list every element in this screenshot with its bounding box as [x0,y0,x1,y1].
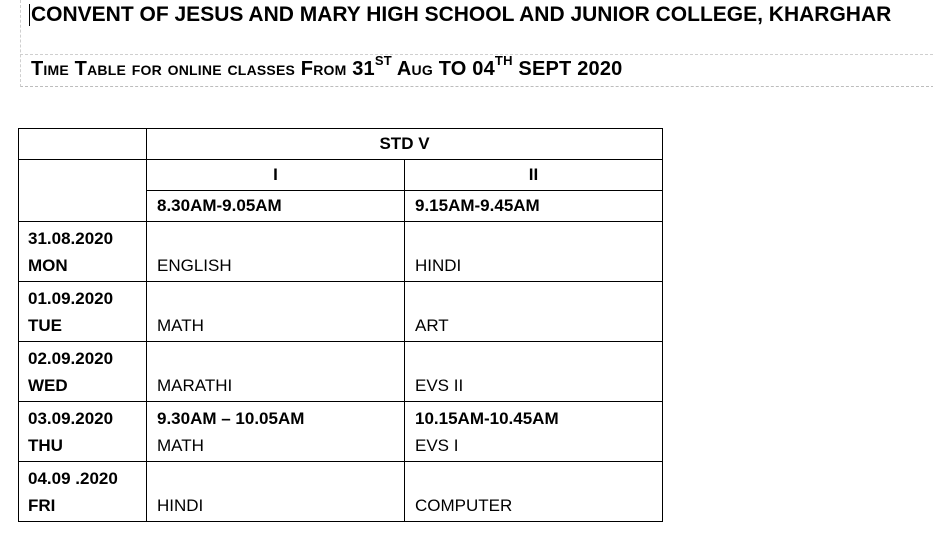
timetable-subtitle [31,53,623,82]
period-1-header: I [147,160,405,191]
period-2-time: 9.15AM-9.45AM [405,191,663,222]
period-1-subject: HINDI [147,462,405,522]
period-2-subject: HINDI [405,222,663,282]
date: 01.09.2020 [28,289,114,308]
table-row [19,282,663,342]
std-header: STD V [147,129,663,160]
weekday: THU [28,436,63,455]
date: 04.09 .2020 [28,469,118,488]
period-2-subject: EVS II [405,342,663,402]
period-1-subject: MATH [157,436,204,455]
date: 02.09.2020 [28,349,114,368]
weekday: FRI [28,496,56,515]
std-row [19,129,663,160]
table-row [19,222,663,282]
subtitle-part-a: Time Table for online classes From 31 [31,58,375,80]
date: 31.08.2020 [28,229,114,248]
weekday: WED [28,376,68,395]
blank-cell [19,160,147,222]
subtitle-part-c: SEPT 2020 [512,58,623,80]
day-cell [19,222,147,282]
subtitle-sup-st: ST [374,53,392,68]
period-2-subject: ART [405,282,663,342]
period-1-subject: MATH [147,282,405,342]
corner-cell [19,129,147,160]
period-1-subject: ENGLISH [147,222,405,282]
header-divider [20,54,933,55]
text-cursor [29,4,30,26]
day-cell [19,402,147,462]
period-2-header: II [405,160,663,191]
table-row [19,342,663,402]
period-2-subject: COMPUTER [405,462,663,522]
subtitle-part-b: Aug TO 04 [391,58,495,80]
timetable [18,128,663,522]
subtitle-sup-th: TH [494,53,513,68]
table-row [19,402,663,462]
day-cell [19,342,147,402]
period-2-cell [405,402,663,462]
period-1-time: 8.30AM-9.05AM [147,191,405,222]
day-cell [19,282,147,342]
day-cell [19,462,147,522]
date: 03.09.2020 [28,409,114,428]
period-2-subject: EVS I [415,436,459,455]
period-2-special-time: 10.15AM-10.45AM [415,409,559,428]
weekday: TUE [28,316,62,335]
period-row [19,160,663,191]
period-1-subject: MARATHI [147,342,405,402]
weekday: MON [28,256,68,275]
school-title: CONVENT OF JESUS AND MARY HIGH SCHOOL AND JUNIOR COLLEGE, KHARGHAR [31,3,892,26]
period-1-special-time: 9.30AM – 10.05AM [157,409,305,428]
table-row [19,462,663,522]
period-1-cell [147,402,405,462]
